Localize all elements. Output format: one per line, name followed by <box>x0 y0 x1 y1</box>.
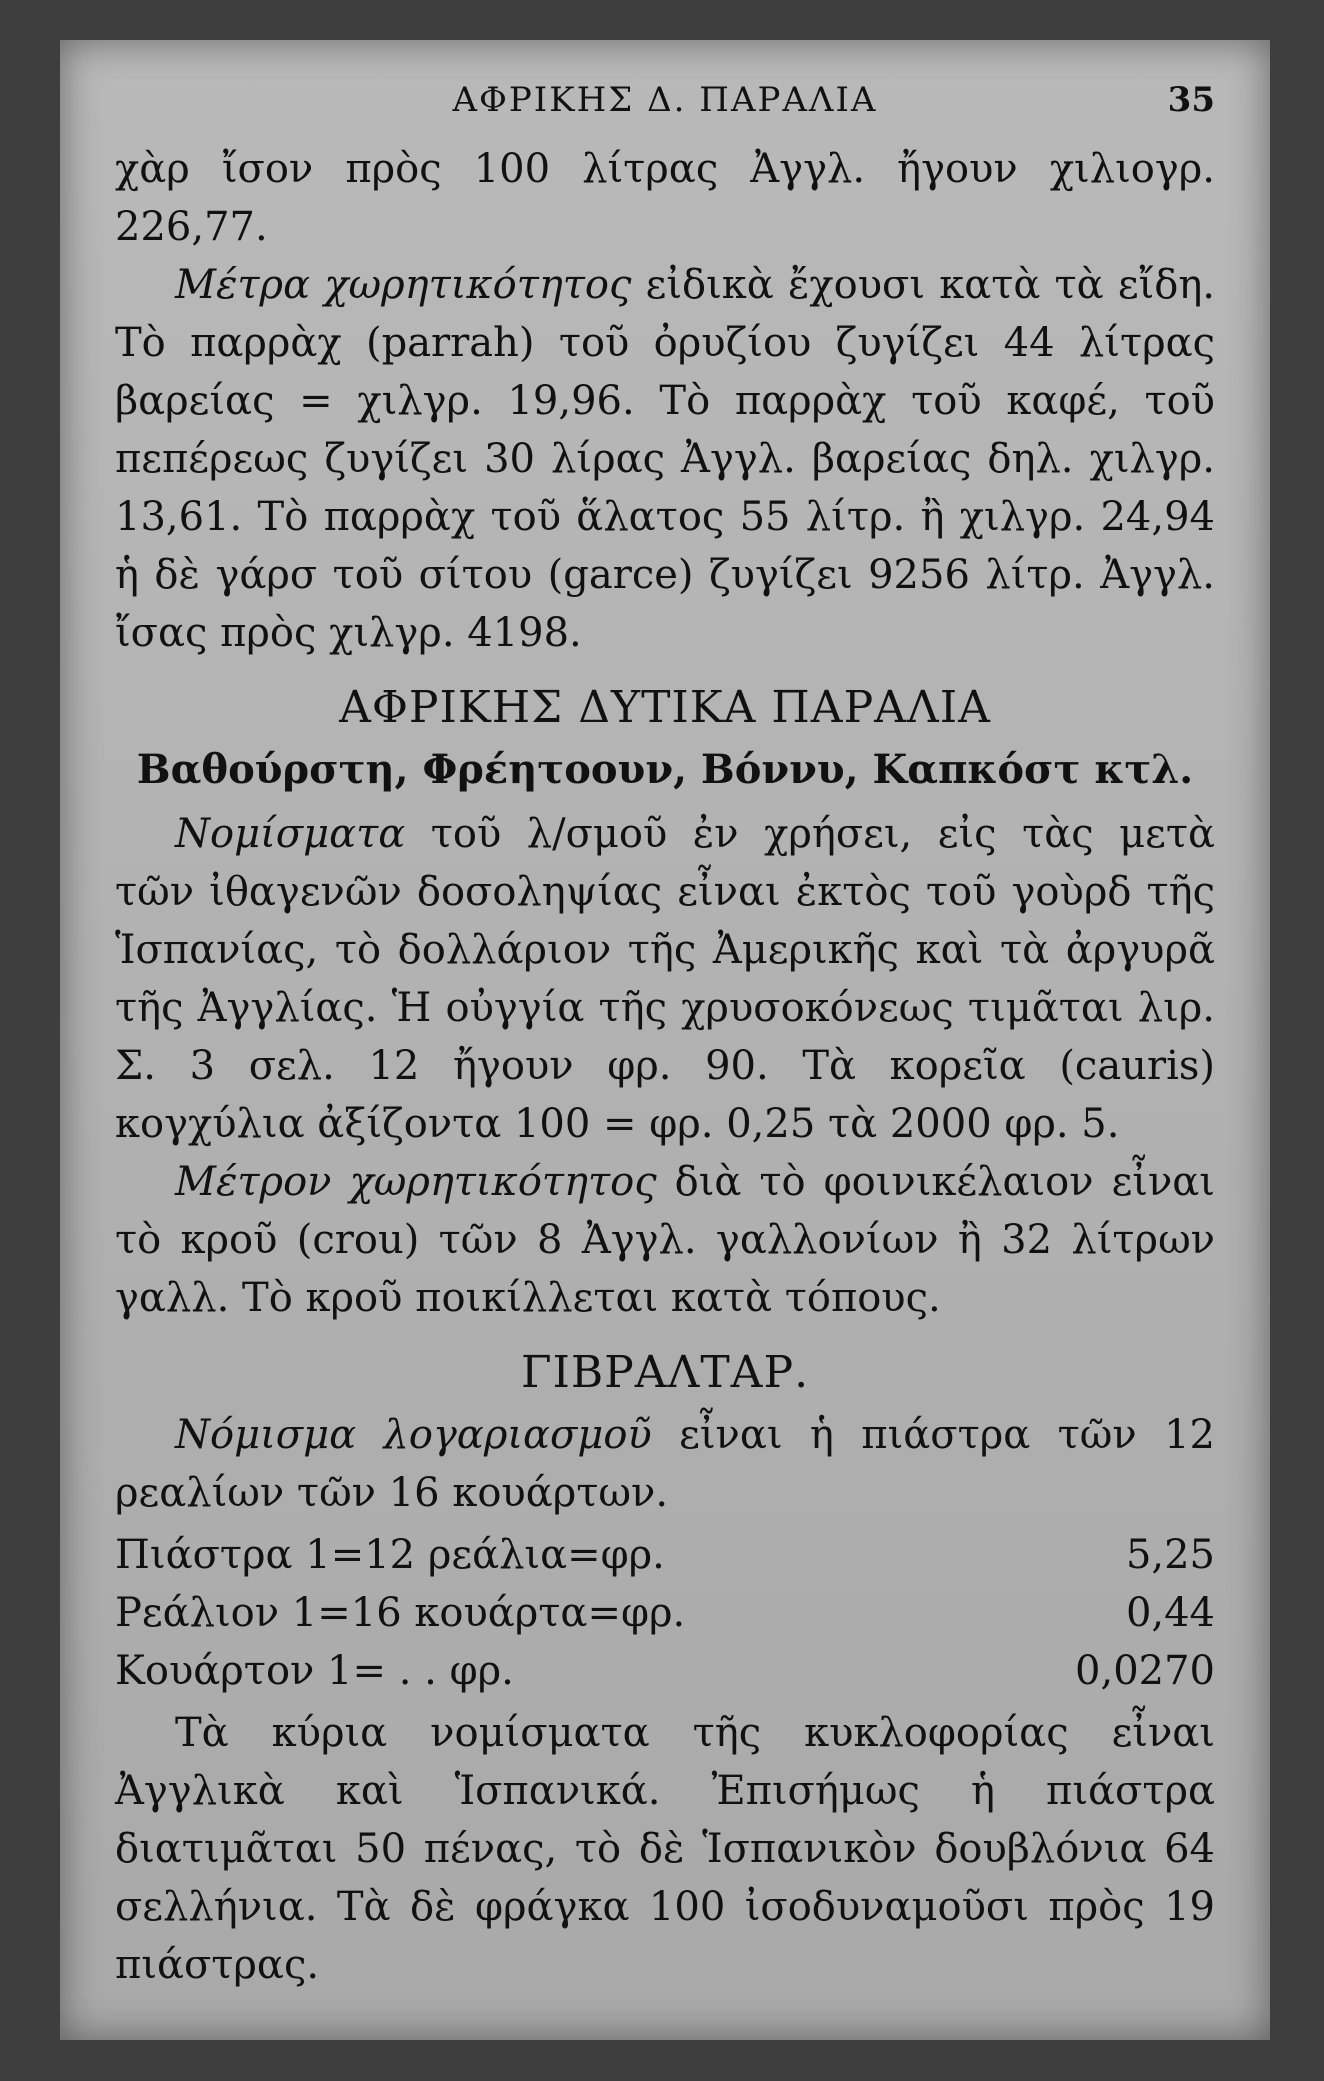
paragraph-capacity-palm-oil <box>115 1153 1215 1327</box>
rate-row <box>115 1526 1215 1584</box>
paragraph-weights: χὰρ ἴσον πρὸς 100 λίτρας Ἀγγλ. ἤγουν χιλιογρ. 226,77. <box>115 146 1215 250</box>
capacity-measures-lead: Μέτρα χωρητικότητος <box>175 262 632 308</box>
paragraph-account-currency <box>115 1406 1215 1522</box>
book-page <box>60 40 1270 2040</box>
account-currency-lead: Νόμισμα λογαριασμοῦ <box>175 1412 652 1458</box>
paragraph-circulation: Τὰ κύρια νομίσματα τῆς κυκλοφορίας εἶναι Ἀγγλικὰ καὶ Ἱσπανικά. Ἐπισήμως ἡ πιάστρα διατιμᾶται 50 πένας, τὸ δὲ Ἱσπανικὸν δουβλόνια 64 σελλήνια. Τὰ δὲ φράγκα 100 ἰσοδυναμοῦσι πρὸς 19 πιάστρας. <box>115 1710 1215 1988</box>
capacity-measures-text: εἰδικὰ ἔχουσι κατὰ τὰ εἴδη. Τὸ παρρὰχ (parrah) τοῦ ὀρυζίου ζυγίζει 44 λίτρας βαρείας = χιλγρ. 19,96. Τὸ παρρὰχ τοῦ καφέ, τοῦ πεπέρεως ζυγίζει 30 λίρας Ἀγγλ. βαρείας δηλ. χιλγρ. 13,61. Τὸ παρρὰχ τοῦ ἅλατος 55 λίτρ. ἢ χιλγρ. 24,94 ἡ δὲ γάρσ τοῦ σίτου (garce) ζυγίζει 9256 λίτρ. Ἀγγλ. ἴσας πρὸς χιλγρ. 4198. <box>115 262 1215 656</box>
paragraph-coins <box>115 805 1215 1153</box>
rate-label: Πιάστρα 1=12 ρεάλια=φρ. <box>115 1532 665 1578</box>
section-subtitle-west-africa: Βαθούρστη, Φρέητοουν, Βόννυ, Καπκόστ κτλ. <box>136 746 1194 793</box>
account-currency-text: εἶναι ἡ πιάστρα τῶν 12 ρεαλίων τῶν 16 κουάρτων. <box>115 1412 1215 1516</box>
rate-value: 5,25 <box>1125 1532 1215 1578</box>
rate-row <box>115 1642 1215 1700</box>
rate-row <box>115 1584 1215 1642</box>
palm-oil-lead: Μέτρον χωρητικότητος <box>175 1159 657 1205</box>
palm-oil-text: διὰ τὸ φοινικέλαιον εἶναι τὸ κροῦ (crou) τῶν 8 Ἀγγλ. γαλλονίων ἢ 32 λίτρων γαλλ. Τὸ κροῦ ποικίλλεται κατὰ τόπους. <box>115 1159 1215 1321</box>
running-head <box>115 80 1215 140</box>
rate-value: 0,44 <box>1125 1590 1215 1636</box>
page-number: 35 <box>1167 80 1215 120</box>
coins-lead: Νομίσματα <box>175 811 406 857</box>
currency-rates-table <box>115 1526 1215 1700</box>
page-content <box>115 80 1215 1994</box>
rate-value: 0,0270 <box>1075 1648 1215 1694</box>
rate-label: Ρεάλιον 1=16 κουάρτα=φρ. <box>115 1590 686 1636</box>
rate-label: Κουάρτον 1= . . φρ. <box>115 1648 514 1694</box>
running-title: ΑΦΡΙΚΗΣ Δ. ΠΑΡΑΛΙΑ <box>452 80 878 120</box>
section-title-gibraltar: ΓΙΒΡΑΛΤΑΡ. <box>520 1347 810 1398</box>
section-title-west-africa: ΑΦΡΙΚΗΣ ΔΥΤΙΚΑ ΠΑΡΑΛΙΑ <box>339 682 991 733</box>
coins-text: τοῦ λ/σμοῦ ἐν χρήσει, εἰς τὰς μετὰ τῶν ἰθαγενῶν δοσοληψίας εἶναι ἐκτὸς τοῦ γοὺρδ τῆς Ἱσπανίας, τὸ δολλάριον τῆς Ἀμερικῆς καὶ τὰ ἀργυρᾶ τῆς Ἀγγλίας. Ἡ οὐγγία τῆς χρυσοκόνεως τιμᾶται λιρ. Σ. 3 σελ. 12 ἤγουν φρ. 90. Τὰ κορεῖα (cauris) κογχύλια ἀξίζοντα 100 = φρ. 0,25 τὰ 2000 φρ. 5. <box>115 811 1215 1147</box>
paragraph-capacity-measures <box>115 256 1215 662</box>
